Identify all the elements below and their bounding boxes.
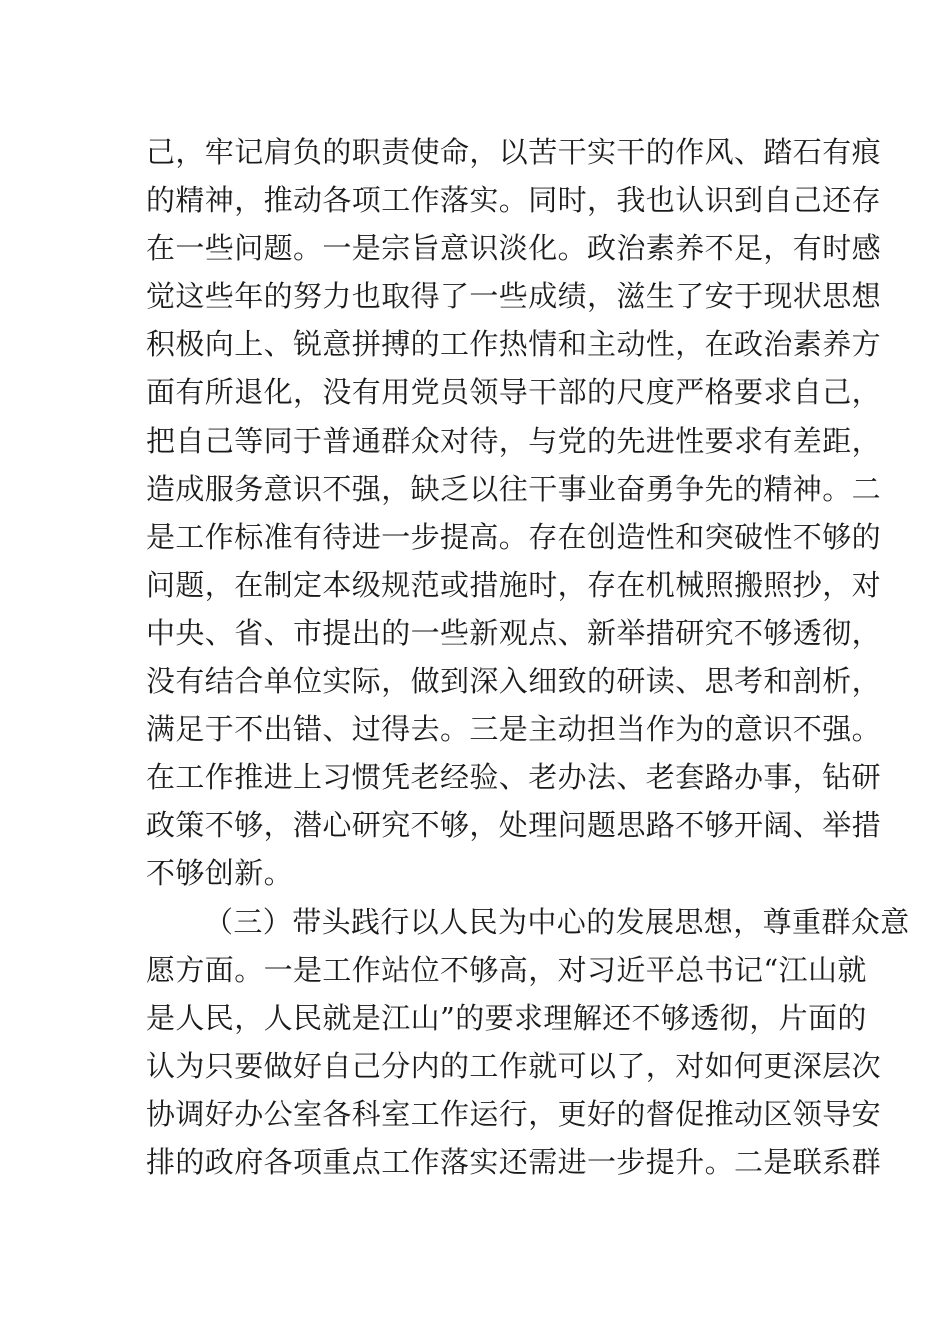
text-line: 政策不够，潜心研究不够，处理问题思路不够开阔、举措 (146, 808, 882, 843)
text-line: 在一些问题。一是宗旨意识淡化。政治素养不足，有时感 (146, 231, 882, 266)
text-line: 是人民，人民就是江山”的要求理解还不够透彻，片面的 (146, 1000, 867, 1035)
text-line: 没有结合单位实际，做到深入细致的研读、思考和剖析， (146, 664, 882, 699)
section-heading-line: （三）带头践行以人民为中心的发展思想，尊重群众意 (204, 904, 910, 939)
text-line: 协调好办公室各科室工作运行，更好的督促推动区领导安 (146, 1096, 882, 1131)
text-line: 在工作推进上习惯凭老经验、老办法、老套路办事，钻研 (146, 760, 882, 795)
text-line: 满足于不出错、过得去。三是主动担当作为的意识不强。 (146, 712, 882, 747)
text-line: 愿方面。一是工作站位不够高，对习近平总书记“江山就 (146, 952, 867, 987)
text-line: 造成服务意识不强，缺乏以往干事业奋勇争先的精神。二 (146, 471, 882, 506)
text-line: 排的政府各项重点工作落实还需进一步提升。二是联系群 (146, 1144, 882, 1179)
text-line: 问题，在制定本级规范或措施时，存在机械照搬照抄，对 (146, 567, 882, 602)
body-text (146, 128, 910, 1186)
text-line: 己，牢记肩负的职责使命，以苦干实干的作风、踏石有痕 (146, 135, 882, 169)
text-line: 觉这些年的努力也取得了一些成绩，滋生了安于现状思想 (146, 279, 882, 314)
text-line: 中央、省、市提出的一些新观点、新举措研究不够透彻， (146, 615, 882, 650)
text-line: 不够创新。 (146, 856, 294, 891)
text-line: 是工作标准有待进一步提高。存在创造性和突破性不够的 (146, 519, 882, 554)
text-line: 认为只要做好自己分内的工作就可以了，对如何更深层次 (146, 1048, 882, 1083)
text-line: 积极向上、锐意拼搏的工作热情和主动性，在政治素养方 (146, 327, 882, 362)
text-line: 把自己等同于普通群众对待，与党的先进性要求有差距， (146, 423, 882, 458)
text-line: 面有所退化，没有用党员领导干部的尺度严格要求自己， (146, 375, 882, 410)
text-line: 的精神，推动各项工作落实。同时，我也认识到自己还存 (146, 183, 882, 218)
